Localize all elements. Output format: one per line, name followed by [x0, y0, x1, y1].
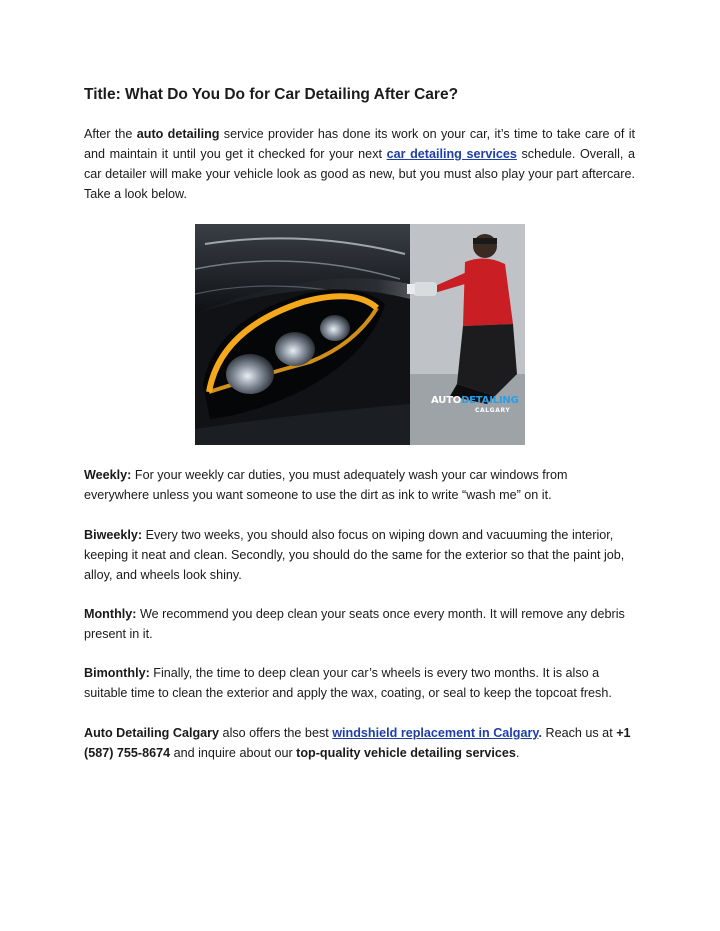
section-weekly: Weekly: For your weekly car duties, you must adequately wash your car windows from everywhere unless you want someone to use the dirt as ink to write “wash me” on it. — [84, 468, 568, 502]
hero-image — [195, 224, 525, 445]
intro-paragraph: After the auto detailing service provider has done its work on your car, it’s time to take care of it and maintain it until you get it checked for your next car detailing services schedule. Overall, a car detailer will make your vehicle look as good as new, but you must also play your part aftercare. Take a look below. — [84, 127, 636, 201]
page-title: Title: What Do You Do for Car Detailing After Care? — [84, 86, 459, 103]
windshield-replacement-link[interactable]: windshield replacement in Calgary — [332, 726, 539, 740]
section-monthly: Monthly: We recommend you deep clean your seats once every month. It will remove any debris present in it. — [84, 607, 625, 641]
section-bimonthly: Bimonthly: Finally, the time to deep clean your car’s wheels is every two months. It is also a suitable time to clean the exterior and apply the wax, coating, or seal to keep the topcoat fresh. — [84, 666, 612, 700]
section-biweekly: Biweekly: Every two weeks, you should also focus on wiping down and vacuuming the interior, keeping it neat and clean. Secondly, you should do the same for the exterior so that the paint job, alloy, and wheels look shiny. — [84, 528, 625, 582]
car-detailing-services-link[interactable]: car detailing services — [386, 146, 517, 161]
phone-number: +1 (587) 755-8674 — [84, 726, 631, 760]
closing-paragraph: Auto Detailing Calgary also offers the best windshield replacement in Calgary. Reach us at +1 (587) 755-8674 and inquire about our top-quality vehicle detailing services. — [84, 726, 631, 760]
auto-detailing-calgary-logo: AUTODETAILING CALGARY — [431, 395, 519, 414]
intro-bold-auto-detailing: auto detailing — [136, 127, 220, 141]
